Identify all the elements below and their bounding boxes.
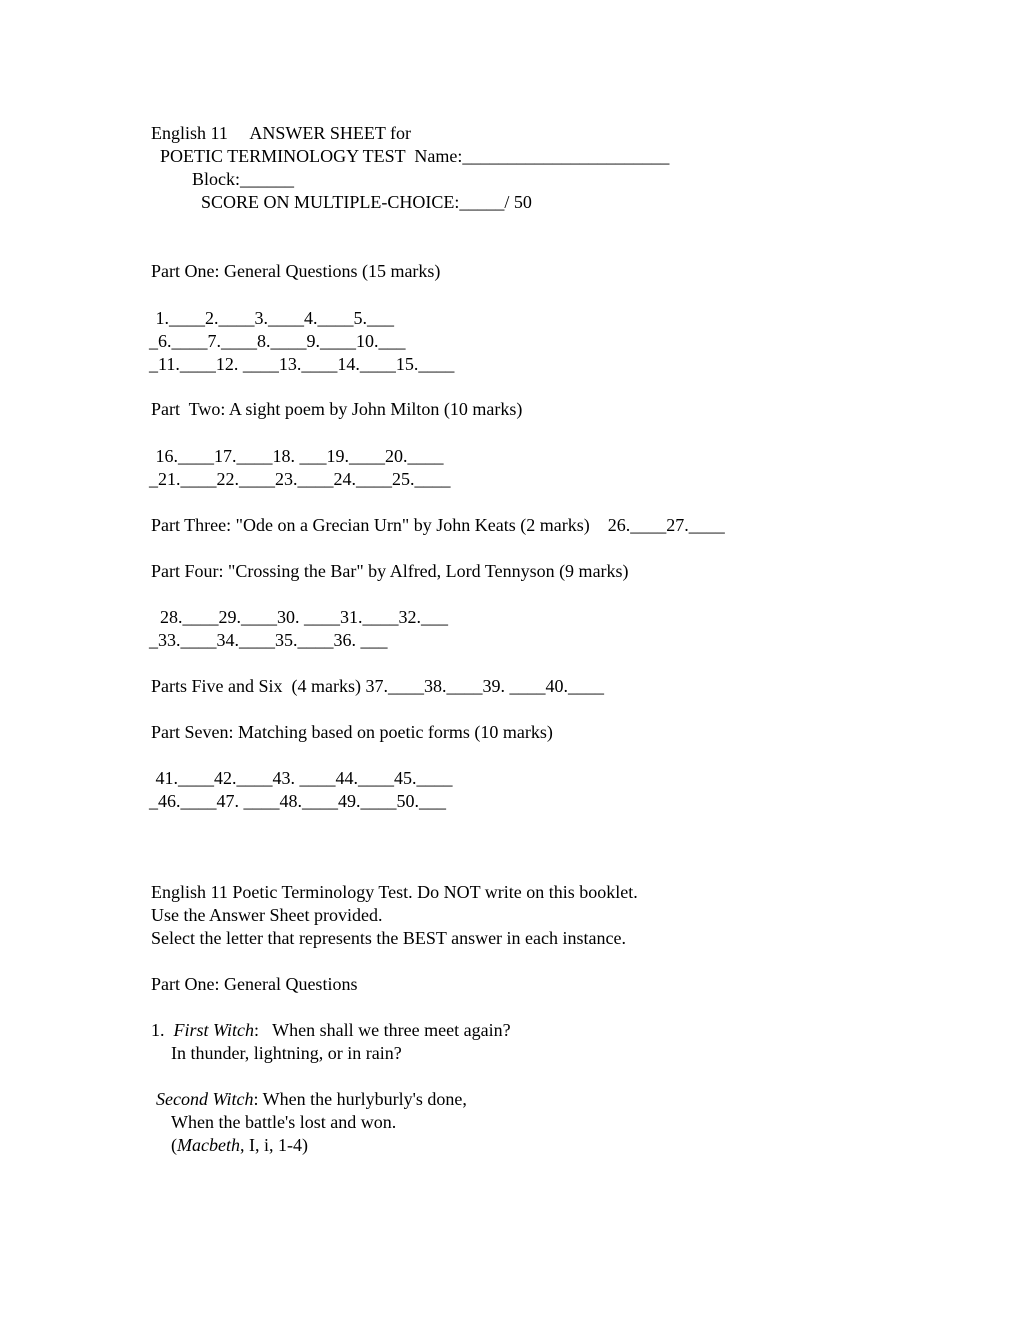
answer-sheet-title: English 11 ANSWER SHEET for — [151, 123, 411, 143]
part-two-answers-row-2: _21.____22.____23.____24.____25.____ — [149, 469, 451, 489]
question-1-text-3: : When the hurlyburly's done, — [253, 1089, 467, 1109]
question-number: 1. — [151, 1020, 174, 1040]
booklet-intro-line-1: English 11 Poetic Terminology Test. Do NOT write on this booklet. — [151, 882, 638, 902]
speaker-first-witch: First Witch — [173, 1020, 254, 1040]
question-1-line-2: In thunder, lightning, or in rain? — [171, 1043, 402, 1063]
score-line: SCORE ON MULTIPLE-CHOICE:_____/ 50 — [201, 192, 532, 212]
booklet-intro-line-2: Use the Answer Sheet provided. — [151, 905, 383, 925]
parts-five-six-line: Parts Five and Six (4 marks) 37.____38.____39. ____40.____ — [151, 676, 604, 696]
citation-title: Macbeth — [177, 1135, 240, 1155]
part-one-heading: Part One: General Questions (15 marks) — [151, 261, 441, 281]
part-one-answers-row-2: _6.____7.____8.____9.____10.___ — [149, 331, 406, 351]
part-four-answers-row-1: 28.____29.____30. ____31.____32.___ — [151, 607, 448, 627]
question-1-citation — [171, 1134, 308, 1157]
question-1-text-1: : When shall we three meet again? — [254, 1020, 511, 1040]
part-one-answers-row-3: _11.____12. ____13.____14.____15.____ — [149, 354, 455, 374]
part-four-heading: Part Four: "Crossing the Bar" by Alfred, Lord Tennyson (9 marks) — [151, 561, 629, 581]
speaker-second-witch: Second Witch — [156, 1089, 254, 1109]
part-seven-answers-row-1: 41.____42.____43. ____44.____45.____ — [151, 768, 453, 788]
booklet-intro-line-3: Select the letter that represents the BEST answer in each instance. — [151, 928, 626, 948]
part-two-answers-row-1: 16.____17.____18. ___19.____20.____ — [151, 446, 444, 466]
part-three-line: Part Three: "Ode on a Grecian Urn" by John Keats (2 marks) 26.____27.____ — [151, 515, 725, 535]
question-1-line-4: When the battle's lost and won. — [171, 1112, 397, 1132]
part-two-heading: Part Two: A sight poem by John Milton (10 marks) — [151, 399, 523, 419]
test-name-line: POETIC TERMINOLOGY TEST Name:_______________________ — [151, 146, 670, 166]
question-1-line-1 — [151, 1019, 511, 1042]
citation-reference: , I, i, 1-4) — [239, 1135, 308, 1155]
block-line: Block:______ — [192, 169, 294, 189]
part-four-answers-row-2: _33.____34.____35.____36. ___ — [149, 630, 388, 650]
part-seven-answers-row-2: _46.____47. ____48.____49.____50.___ — [149, 791, 446, 811]
part-one-answers-row-1: 1.____2.____3.____4.____5.___ — [151, 308, 394, 328]
booklet-part-one-heading: Part One: General Questions — [151, 974, 358, 994]
question-1-line-3 — [156, 1088, 467, 1111]
part-seven-heading: Part Seven: Matching based on poetic forms (10 marks) — [151, 722, 553, 742]
citation-open-paren: ( — [171, 1135, 177, 1155]
